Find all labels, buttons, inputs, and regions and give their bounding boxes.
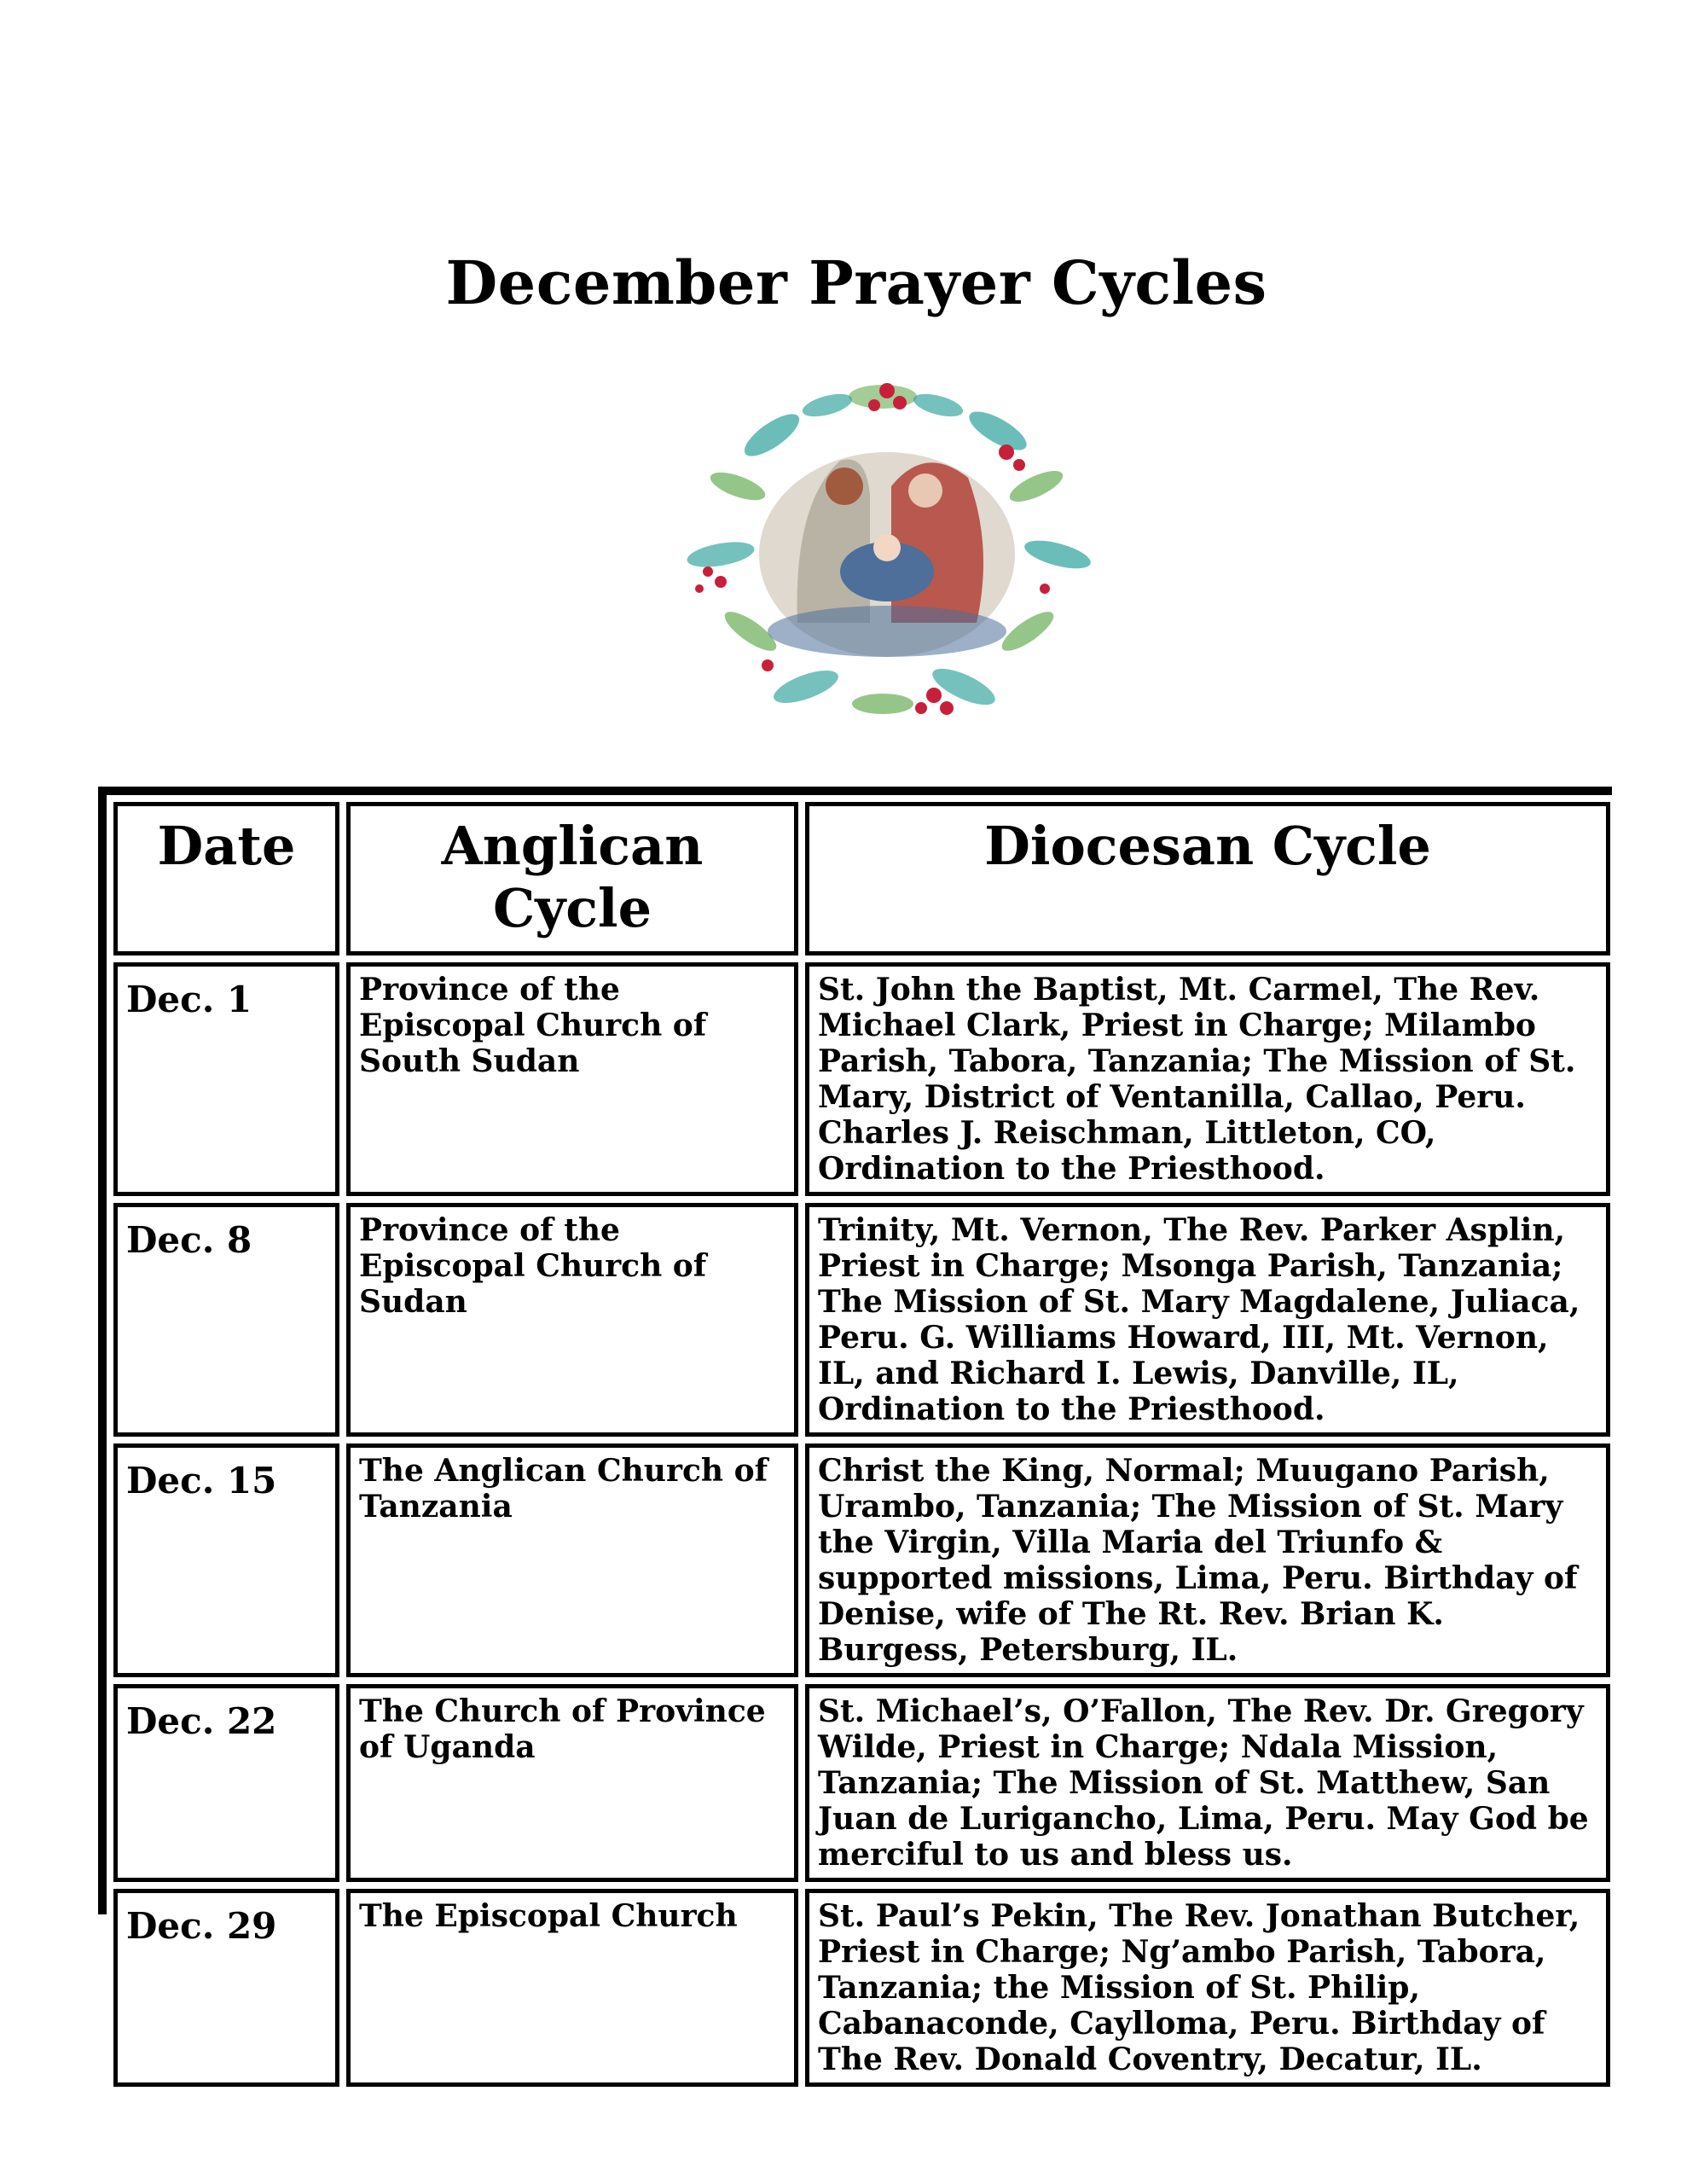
anglican-cycle-cell: The Church of Province of Uganda [346,1684,798,1882]
joseph-head [826,468,863,505]
anglican-cycle-cell: The Episcopal Church [346,1889,798,2087]
anglican-cycle-cell: Province of the Episcopal Church of South Sudan [346,962,798,1196]
vessel-base [768,606,1006,657]
diocesan-cycle-cell: St. John the Baptist, Mt. Carmel, The Rev. Michael Clark, Priest in Charge; Milambo Parish, Tabora, Tanzania; The Mission of St. Mary, District of Ventanilla, Callao, Peru. Charles J. Reischman, Littleton, CO, Ordination to the Priesthood. [805,962,1610,1196]
header-anglican-cycle: Anglican Cycle [346,802,798,956]
header-date: Date [113,802,339,956]
table-row [113,1443,1610,1677]
diocesan-cycle-cell: Christ the King, Normal; Muugano Parish, Urambo, Tanzania; The Mission of St. Mary the Virgin, Villa Maria del Triunfo & supported missions, Lima, Peru. Birthday of Denise, wife of The Rt. Rev. Brian K. Burgess, Petersburg, IL. [805,1443,1610,1677]
table-row [113,1889,1610,2087]
date-cell: Dec. 15 [113,1443,339,1677]
prayer-cycle-table [107,795,1617,2094]
anglican-cycle-cell: Province of the Episcopal Church of Sudan [346,1203,798,1437]
table-row [113,1684,1610,1882]
prayer-cycle-table-frame [98,787,1612,2077]
page-title: December Prayer Cycles [445,247,1267,318]
diocesan-cycle-cell: Trinity, Mt. Vernon, The Rev. Parker Asplin, Priest in Charge; Msonga Parish, Tanzania; The Mission of St. Mary Magdalene, Juliaca, Peru. G. Williams Howard, III, Mt. Vernon, IL, and Richard I. Lewis, Danville, IL, Ordination to the Priesthood. [805,1203,1610,1437]
table-header-row [113,802,1610,956]
nativity-wreath-illustration [670,358,1104,734]
date-cell: Dec. 29 [113,1889,339,2087]
diocesan-cycle-cell: St. Paul’s Pekin, The Rev. Jonathan Butcher, Priest in Charge; Ng’ambo Parish, Tabora, Tanzania; the Mission of St. Philip, Cabanaconde, Caylloma, Peru. Birthday of The Rev. Donald Coventry, Decatur, IL. [805,1889,1610,2087]
table-row [113,1203,1610,1437]
header-diocesan-cycle: Diocesan Cycle [805,802,1610,956]
table-row [113,962,1610,1196]
diocesan-cycle-cell: St. Michael’s, O’Fallon, The Rev. Dr. Gregory Wilde, Priest in Charge; Ndala Mission, Tanzania; The Mission of St. Matthew, San Juan de Lurigancho, Lima, Peru. May God be merciful to us and bless us. [805,1684,1610,1882]
date-cell: Dec. 22 [113,1684,339,1882]
mary-head [908,473,942,508]
date-cell: Dec. 1 [113,962,339,1196]
child-head [873,534,901,561]
anglican-cycle-cell: The Anglican Church of Tanzania [346,1443,798,1677]
date-cell: Dec. 8 [113,1203,339,1437]
